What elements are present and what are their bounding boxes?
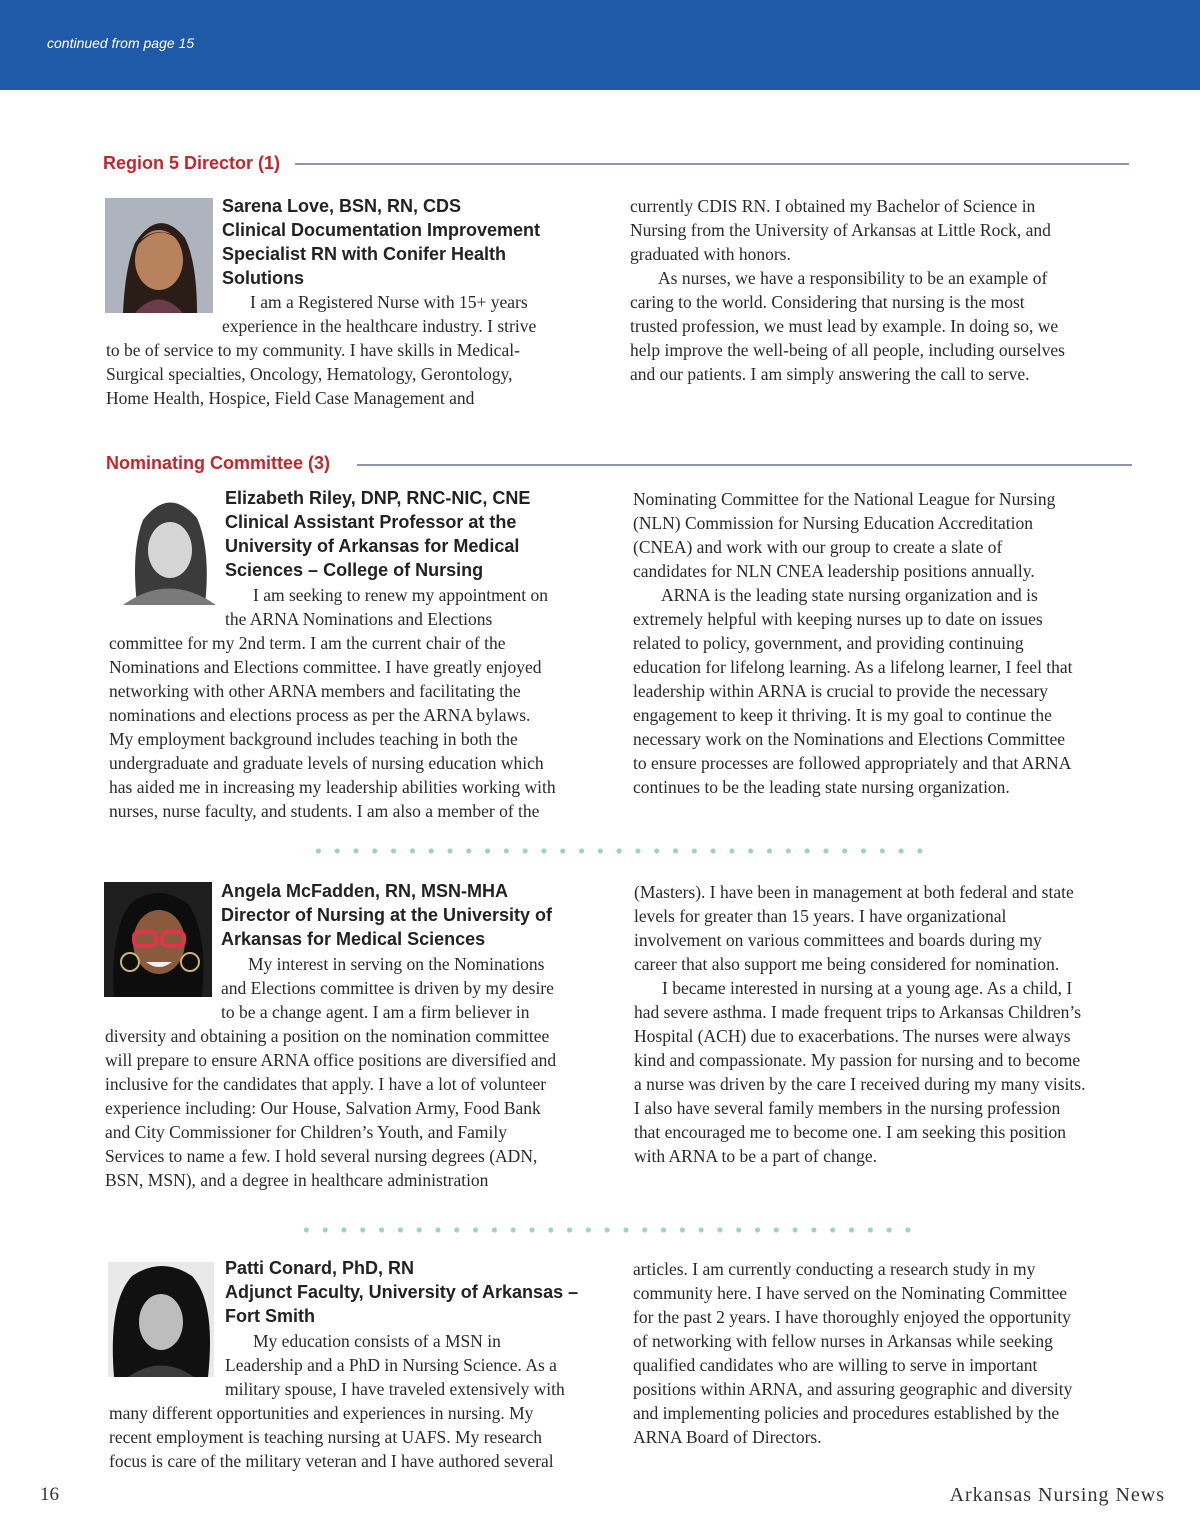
bio-line: and City Commissioner for Children’s Youth, and Family [105, 1122, 508, 1142]
bio-line: nominations and elections process as per the ARNA bylaws. [109, 705, 531, 725]
continued-note: continued from page 15 [47, 35, 195, 51]
bio-line: currently CDIS RN. I obtained my Bachelor of Science in [630, 196, 1036, 216]
bio-line: leadership within ARNA is crucial to provide the necessary [633, 681, 1049, 701]
section-rule [357, 464, 1132, 466]
bio-line: trusted profession, we must lead by example. In doing so, we [630, 316, 1059, 336]
bio-line: Home Health, Hospice, Field Case Management and [106, 388, 475, 408]
bio-line: of networking with fellow nurses in Arkansas while seeking [633, 1331, 1053, 1351]
bio-line: ARNA is the leading state nursing organization and is [661, 585, 1038, 605]
bio-line: diversity and obtaining a position on the nomination committee [105, 1026, 550, 1046]
candidate-title-line: Clinical Assistant Professor at the [225, 512, 517, 532]
bio-line: graduated with honors. [630, 244, 791, 264]
candidate-bio-left [105, 952, 556, 1192]
bio-line: (NLN) Commission for Nursing Education Accreditation [633, 513, 1033, 533]
bio-line: the ARNA Nominations and Elections [225, 609, 493, 629]
bio-line: and implementing policies and procedures established by the [633, 1403, 1060, 1423]
bio-line: Services to name a few. I hold several nursing degrees (ADN, [105, 1146, 538, 1166]
bio-line: necessary work on the Nominations and Elections Committee [633, 729, 1066, 749]
bio-line: (Masters). I have been in management at both federal and state [634, 882, 1074, 902]
bio-line: focus is care of the military veteran and I have authored several [109, 1451, 554, 1471]
bio-line: Nominating Committee for the National League for Nursing [633, 489, 1056, 509]
candidate-name-block [222, 194, 540, 290]
bio-line: to be of service to my community. I have skills in Medical- [106, 340, 520, 360]
bio-line: and our patients. I am simply answering the call to serve. [630, 364, 1030, 384]
candidate-title-line: Fort Smith [225, 1306, 315, 1326]
candidate-name: Angela McFadden, RN, MSN-MHA [221, 881, 509, 901]
bio-line: to ensure processes are followed appropriately and that ARNA [633, 753, 1072, 773]
candidate-title-line: Solutions [222, 268, 304, 288]
bio-line: My interest in serving on the Nominations [248, 954, 545, 974]
bio-line: (CNEA) and work with our group to create a slate of [633, 537, 1003, 557]
candidate-bio-right [634, 880, 1085, 1168]
section-title-region5: Region 5 Director (1) [103, 153, 281, 173]
bio-line: that encouraged me to become one. I am seeking this position [634, 1122, 1067, 1142]
bio-line: education for lifelong learning. As a lifelong learner, I feel that [633, 657, 1073, 677]
candidate-bio-right [633, 487, 1073, 799]
dotted-divider [297, 1226, 917, 1234]
bio-line: articles. I am currently conducting a research study in my [633, 1259, 1036, 1279]
section-rule [295, 163, 1129, 165]
candidate-title-line: Arkansas for Medical Sciences [221, 929, 486, 949]
bio-line: As nurses, we have a responsibility to be an example of [658, 268, 1048, 288]
bio-line: inclusive for the candidates that apply. I have a lot of volunteer [105, 1074, 547, 1094]
bio-line: Leadership and a PhD in Nursing Science. As a [225, 1355, 557, 1375]
candidate-title-line: Clinical Documentation Improvement [222, 220, 541, 240]
candidate-bio-right [633, 1257, 1072, 1449]
section-title-nominating: Nominating Committee (3) [106, 453, 331, 473]
candidate-title-line: Specialist RN with Conifer Health [222, 244, 507, 264]
bio-line: BSN, MSN), and a degree in healthcare administration [105, 1170, 489, 1190]
page-number: 16 [40, 1484, 59, 1505]
dotted-divider [309, 847, 929, 855]
bio-line: I became interested in nursing at a young age. As a child, I [662, 978, 1073, 998]
bio-line: Hospital (ACH) due to exacerbations. The nurses were always [634, 1026, 1071, 1046]
bio-line: Surgical specialties, Oncology, Hematology, Gerontology, [106, 364, 513, 384]
bio-line: extremely helpful with keeping nurses up to date on issues [633, 609, 1043, 629]
candidate-name-block [225, 1256, 578, 1328]
bio-line: will prepare to ensure ARNA office positions are diversified and [105, 1050, 557, 1070]
bio-line: qualified candidates who are willing to serve in important [633, 1355, 1038, 1375]
bio-line: kind and compassionate. My passion for nursing and to become [634, 1050, 1081, 1070]
bio-line: candidates for NLN CNEA leadership positions annually. [633, 561, 1035, 581]
bio-line: continues to be the leading state nursing organization. [633, 777, 1010, 797]
bio-line: positions within ARNA, and assuring geographic and diversity [633, 1379, 1073, 1399]
bio-line: experience in the healthcare industry. I strive [222, 316, 537, 336]
bio-line: I also have several family members in the nursing profession [634, 1098, 1061, 1118]
bio-line: community here. I have served on the Nominating Committee [633, 1283, 1067, 1303]
bio-line: I am a Registered Nurse with 15+ years [250, 292, 528, 312]
bio-line: ARNA Board of Directors. [633, 1427, 822, 1447]
header-bar [0, 0, 1200, 90]
candidate-name: Elizabeth Riley, DNP, RNC-NIC, CNE [225, 488, 531, 508]
candidate-title-line: Adjunct Faculty, University of Arkansas – [225, 1282, 579, 1302]
bio-line: networking with other ARNA members and facilitating the [109, 681, 521, 701]
candidate-bio-left [109, 583, 556, 823]
bio-line: career that also support me being considered for nomination. [634, 954, 1060, 974]
bio-line: to be a change agent. I am a firm believer in [221, 1002, 530, 1022]
bio-line: Nominations and Elections committee. I have greatly enjoyed [109, 657, 542, 677]
bio-line: related to policy, government, and providing continuing [633, 633, 1024, 653]
bio-line: caring to the world. Considering that nursing is the most [630, 292, 1025, 312]
bio-line: I am seeking to renew my appointment on [253, 585, 548, 605]
bio-line: military spouse, I have traveled extensively with [225, 1379, 565, 1399]
bio-line: recent employment is teaching nursing at UAFS. My research [109, 1427, 543, 1447]
bio-line: undergraduate and graduate levels of nursing education which [109, 753, 544, 773]
bio-line: engagement to keep it thriving. It is my goal to continue the [633, 705, 1052, 725]
bio-line: and Elections committee is driven by my desire [221, 978, 554, 998]
candidate-bio-left [109, 1329, 565, 1473]
bio-line: My employment background includes teaching in both the [109, 729, 518, 749]
bio-line: levels for greater than 15 years. I have organizational [634, 906, 1007, 926]
bio-line: many different opportunities and experiences in nursing. My [109, 1403, 534, 1423]
candidate-title-line: University of Arkansas for Medical [225, 536, 520, 556]
bio-line: had severe asthma. I made frequent trips to Arkansas Children’s [634, 1002, 1082, 1022]
bio-line: My education consists of a MSN in [253, 1331, 501, 1351]
candidate-name: Sarena Love, BSN, RN, CDS [222, 196, 462, 216]
candidate-name-block [221, 879, 552, 951]
bio-line: Nursing from the University of Arkansas at Little Rock, and [630, 220, 1051, 240]
candidate-bio-left [106, 290, 536, 410]
bio-line: involvement on various committees and boards during my [634, 930, 1042, 950]
bio-line: help improve the well-being of all people, including ourselves [630, 340, 1065, 360]
bio-line: for the past 2 years. I have thoroughly enjoyed the opportunity [633, 1307, 1071, 1327]
candidate-title-line: Director of Nursing at the University of [221, 905, 553, 925]
bio-line: has aided me in increasing my leadership abilities working with [109, 777, 556, 797]
bio-line: with ARNA to be a part of change. [634, 1146, 878, 1166]
publication-name: Arkansas Nursing News [949, 1484, 1165, 1506]
bio-line: nurses, nurse faculty, and students. I am also a member of the [109, 801, 540, 821]
bio-line: committee for my 2nd term. I am the current chair of the [109, 633, 506, 653]
candidate-bio-right [630, 194, 1065, 386]
candidate-name-block [225, 486, 530, 582]
candidate-title-line: Sciences – College of Nursing [225, 560, 484, 580]
bio-line: experience including: Our House, Salvation Army, Food Bank [105, 1098, 541, 1118]
candidate-name: Patti Conard, PhD, RN [225, 1258, 415, 1278]
bio-line: a nurse was driven by the care I received during my many visits. [634, 1074, 1086, 1094]
